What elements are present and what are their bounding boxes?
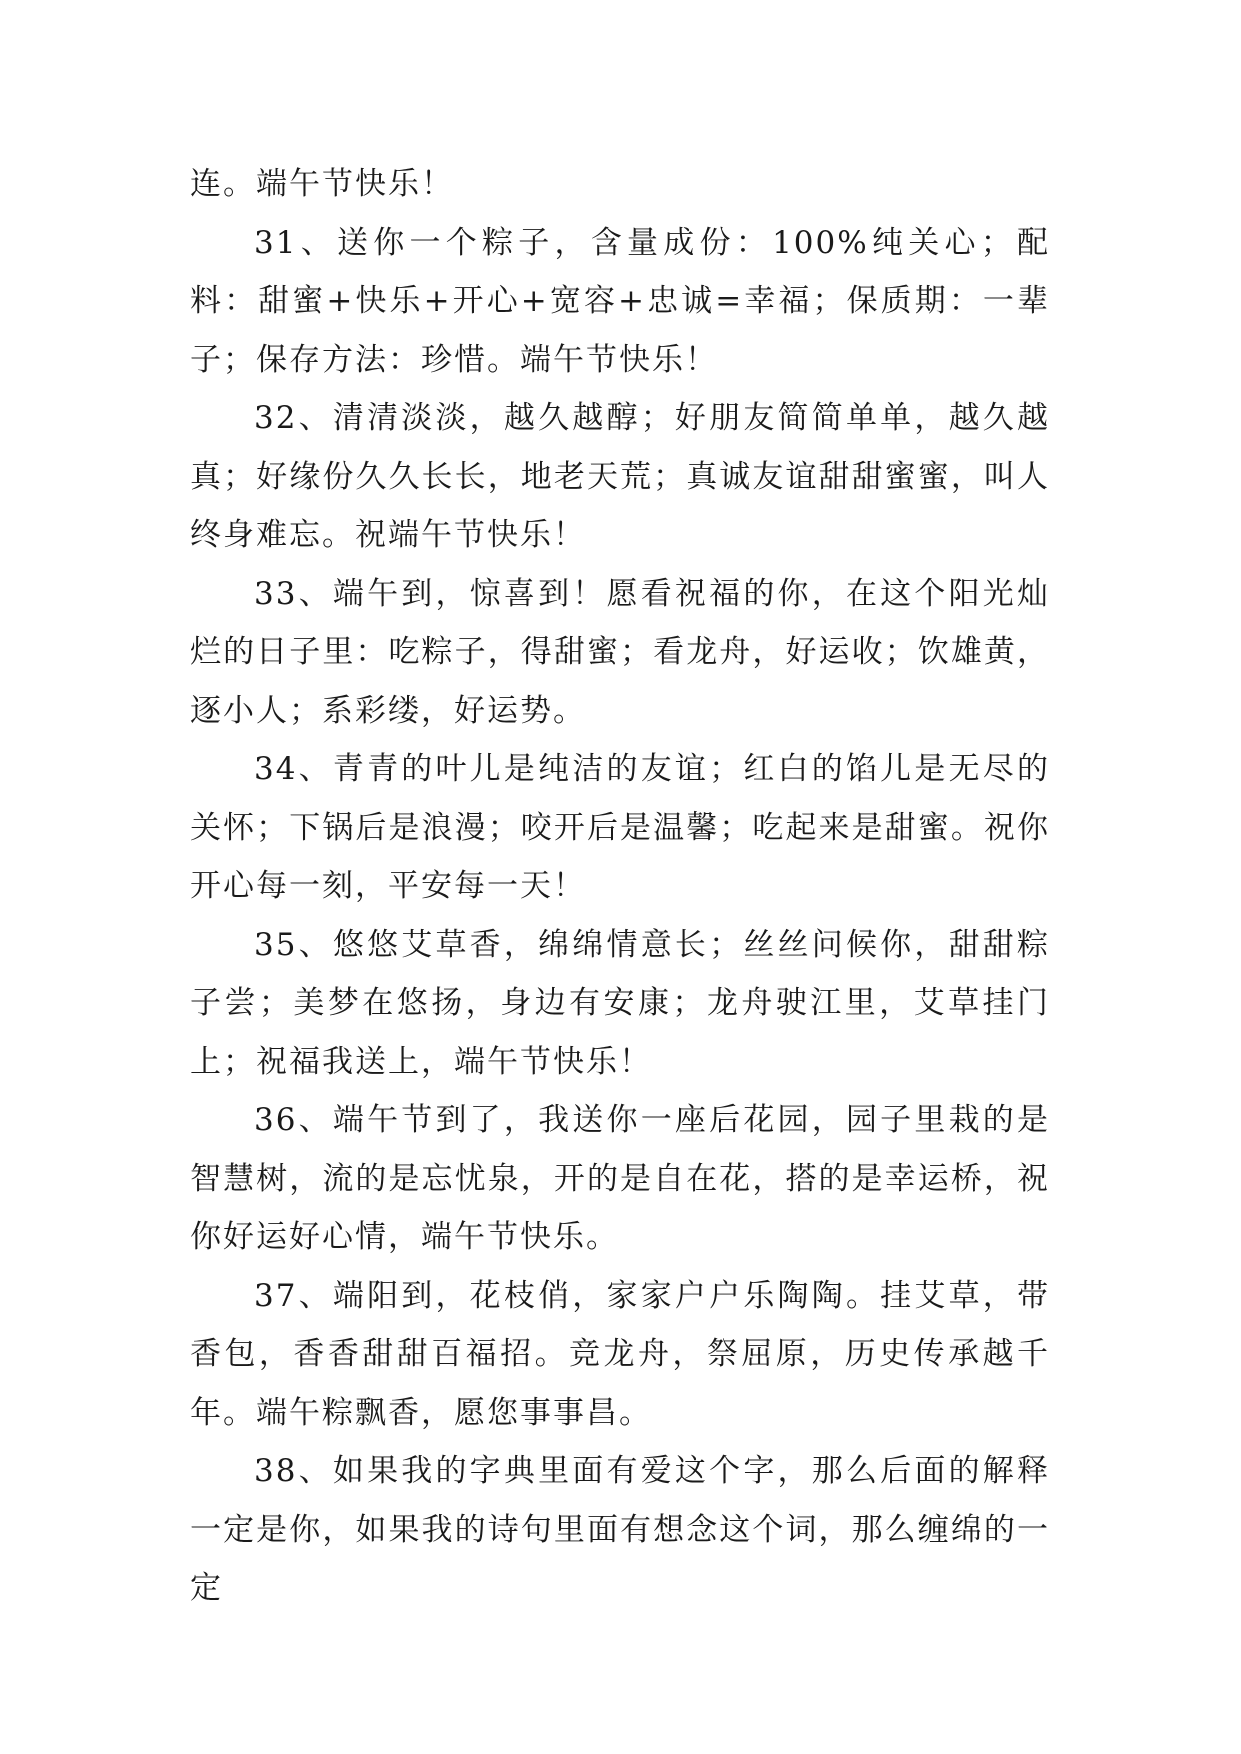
paragraph-item-35: 35、悠悠艾草香，绵绵情意长；丝丝问候你，甜甜粽子尝；美梦在悠扬，身边有安康；龙舟驶江里，艾草挂门上；祝福我送上，端午节快乐！ — [190, 926, 1050, 1080]
document-body — [190, 155, 1050, 1618]
paragraph-item-32: 32、清清淡淡，越久越醇；好朋友简简单单，越久越真；好缘份久久长长，地老天荒；真诚友谊甜甜蜜蜜，叫人终身难忘。祝端午节快乐！ — [190, 400, 1050, 553]
paragraph-item-36: 36、端午节到了，我送你一座后花园，园子里栽的是智慧树，流的是忘忧泉，开的是自在花，搭的是幸运桥，祝你好运好心情，端午节快乐。 — [190, 1102, 1050, 1255]
paragraph-item-38: 38、如果我的字典里面有爱这个字，那么后面的解释一定是你，如果我的诗句里面有想念这个词，那么缠绵的一定 — [190, 1453, 1050, 1606]
paragraph-item-33: 33、端午到，惊喜到！愿看祝福的你，在这个阳光灿烂的日子里：吃粽子，得甜蜜；看龙舟，好运收；饮雄黄，逐小人；系彩缕，好运势。 — [190, 575, 1050, 729]
paragraph-item-31: 31、送你一个粽子，含量成份：100%纯关心；配料：甜蜜+快乐+开心+宽容+忠诚=幸福；保质期：一辈子；保存方法：珍惜。端午节快乐！ — [190, 224, 1050, 378]
paragraph-item-34: 34、青青的叶儿是纯洁的友谊；红白的馅儿是无尽的关怀；下锅后是浪漫；咬开后是温馨；吃起来是甜蜜。祝你开心每一刻，平安每一天！ — [190, 751, 1050, 904]
paragraph-continuation: 连。端午节快乐！ — [190, 166, 454, 202]
paragraph-item-37: 37、端阳到，花枝俏，家家户户乐陶陶。挂艾草，带香包，香香甜甜百福招。竞龙舟，祭屈原，历史传承越千年。端午粽飘香，愿您事事昌。 — [190, 1277, 1050, 1431]
